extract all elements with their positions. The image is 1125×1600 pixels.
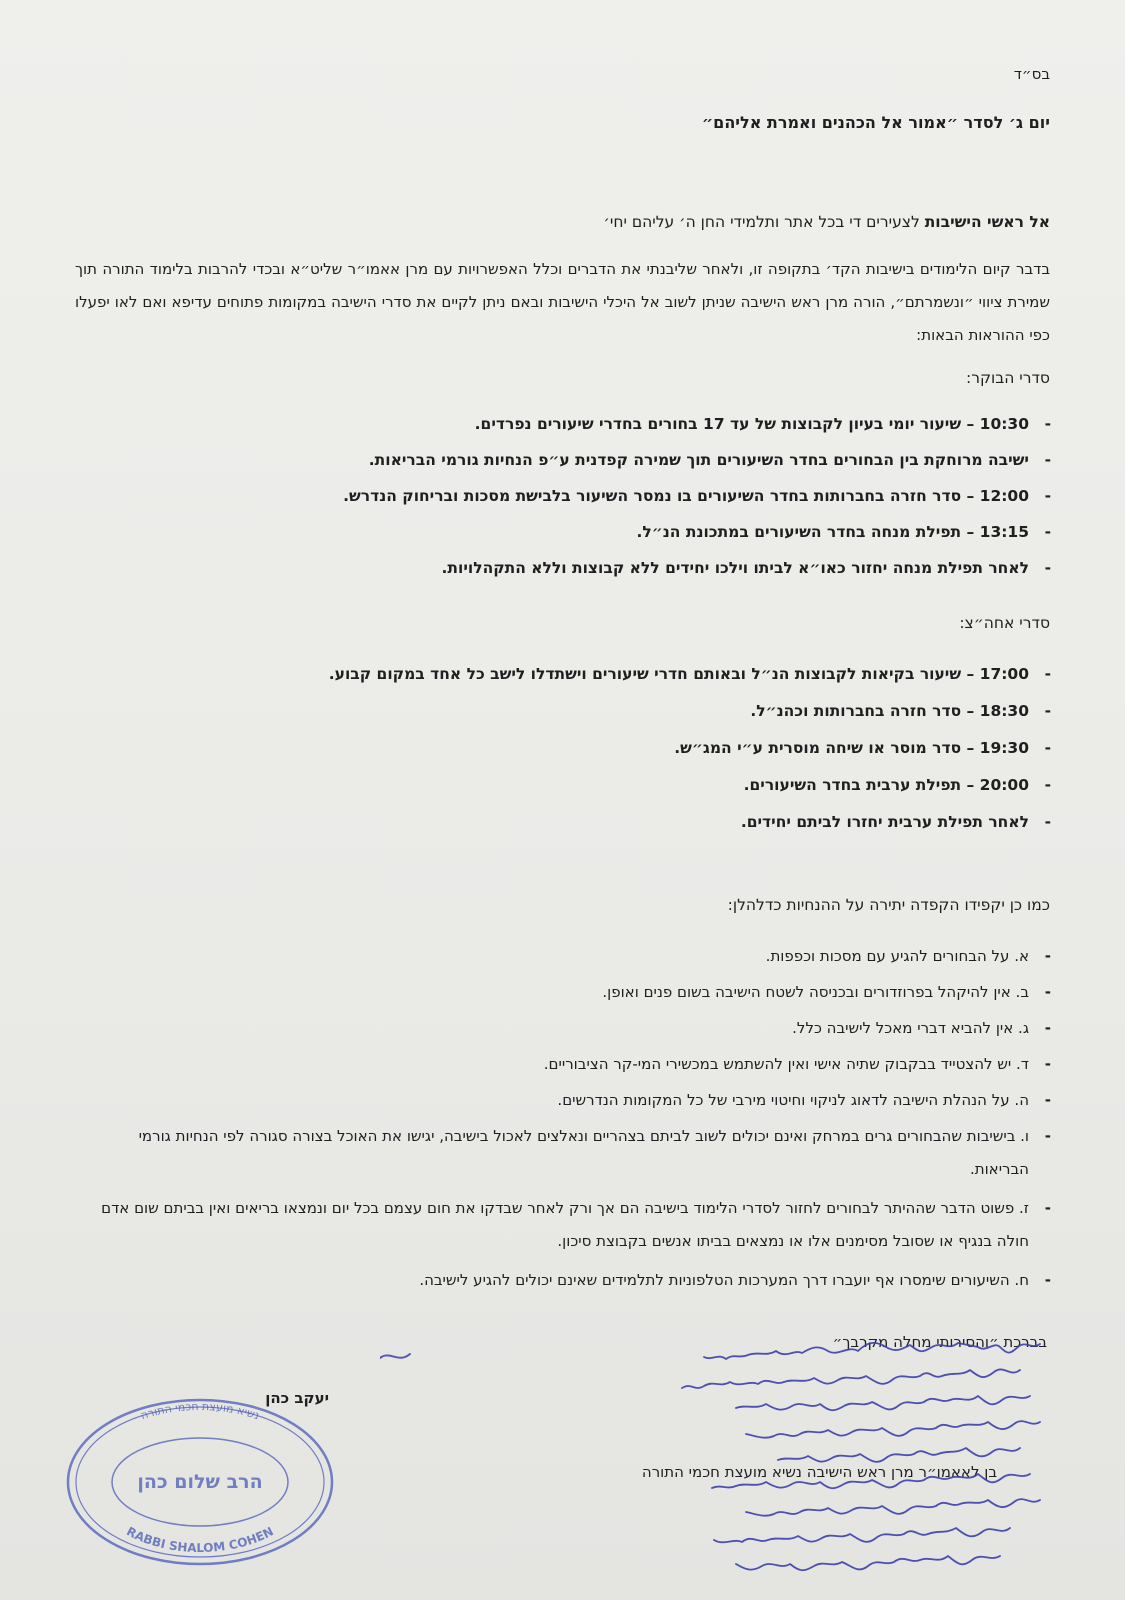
list-item: - לאחר תפילת ערבית יחזרו לביתם יחידים. — [740, 813, 1051, 831]
list-item: - 12:00 – סדר חזרה בחברותות בחדר השיעורים בו נמסר השיעור בלבישת מסכות ובריחוק הנדרש. — [343, 487, 1051, 505]
list-item: - ג. אין להביא דברי מאכל לישיבה כלל. — [792, 1019, 1051, 1037]
intro-paragraph: בדבר קיום הלימודים בישיבות הקד׳ בתקופה זו, ולאחר שליבנתי את הדברים וכלל האפשרויות עם מרן אאמו״ר שליט״א ובכדי להרבות בלימוד התורה תוך שמירת ציווי ״ונשמרתם״, הורה מרן ראש הישיבה שניתן לשוב אל היכלי הישיבות ובאם ניתן לקיים את סדרי הישיבה במקומות פתוחים עדיפא ואם לאו יפעלו כפי ההוראות הבאות: — [75, 260, 1050, 344]
handwritten-note — [380, 1330, 1060, 1580]
stamp-center-text: הרב שלום כהן — [137, 1471, 263, 1493]
address-rest: לצעירים די בכל אתר ותלמידי החן ה׳ עליהם יחי׳ — [603, 213, 925, 231]
signer-name: יעקב כהן — [265, 1389, 329, 1407]
list-item: - ישיבה מרוחקת בין הבחורים בחדר השיעורים תוך שמירה קפדנית ע״פ הנחיות גורמי הבריאות. — [368, 451, 1051, 469]
list-item: - ה. על הנהלת הישיבה לדאוג לניקוי וחיטוי מירבי של כל המקומות הנדרשים. — [557, 1091, 1051, 1109]
list-item: - ו. בישיבות שהבחורים גרים במרחק ואינם יכולים לשוב לביתם בצהריים ונאלצים לאכול בישיבה, יגישו את האוכל בצורה סגורה לפי הנחיות גורמי הבריאות. — [138, 1127, 1051, 1178]
list-item: - ד. יש להצטייד בבקבוק שתיה אישי ואין להשתמש במכשירי המי-קר הציבוריים. — [543, 1055, 1051, 1073]
rules-heading: כמו כן יקפידו הקפדה יתירה על ההנחיות כדלהלן: — [727, 896, 1050, 914]
list-item: - לאחר תפילת מנחה יחזור כאו״א לביתו וילכו יחידים ללא קבוצות וללא התקהלויות. — [441, 559, 1051, 577]
address-line — [603, 207, 1050, 237]
bsd-mark: בס״ד — [1013, 65, 1050, 83]
closing-blessing: בברכת ״והסירותי מחלה מקרבך״ — [832, 1333, 1047, 1351]
list-item: - 10:30 – שיעור יומי בעיון לקבוצות של עד 17 בחורים בחדרי שיעורים נפרדים. — [474, 415, 1051, 433]
stamp-top-text: נשיא מועצת חכמי התורה — [139, 1399, 261, 1423]
list-item: - 20:00 – תפילת ערבית בחדר השיעורים. — [743, 776, 1051, 794]
list-item: - ח. השיעורים שימסרו אף יועברו דרך המערכות הטלפוניות לתלמידים שאינם יכולים להגיע לישיבה. — [419, 1271, 1051, 1289]
date-line: יום ג׳ לסדר ״אמור אל הכהנים ואמרת אליהם״ — [701, 113, 1050, 132]
list-item: - 19:30 – סדר מוסר או שיחה מוסרית ע״י המג״ש. — [674, 739, 1051, 757]
list-item: - ב. אין להיקהל בפרוזדורים ובכניסה לשטח הישיבה בשום פנים ואופן. — [602, 983, 1051, 1001]
list-item: - א. על הבחורים להגיע עם מסכות וכפפות. — [765, 947, 1051, 965]
signer-title: בן לאאמו״ר מרן ראש הישיבה נשיא מועצת חכמי התורה — [641, 1463, 997, 1481]
address-bold: אל ראשי הישיבות — [924, 213, 1050, 231]
list-item: - ז. פשוט הדבר שההיתר לבחורים לחזור לסדרי הלימוד בישיבה הם אך ורק לאחר שבדקו את חום עצמם בכל יום ונמצאו בריאים ואין בביתם שום אדם חולה בנגיף או שסובל מסימנים אלו או נמצאים בביתו אנשים בקבוצת סיכון. — [101, 1199, 1051, 1250]
list-item: - 13:15 – תפילת מנחה בחדר השיעורים במתכונת הנ״ל. — [636, 523, 1051, 541]
list-item: - 18:30 – סדר חזרה בחברותות וכהנ״ל. — [750, 702, 1051, 720]
stamp-bottom-text: RABBI SHALOM COHEN — [124, 1524, 276, 1556]
svg-text:RABBI SHALOM COHEN — [124, 1524, 276, 1555]
rabbi-seal-stamp — [50, 1385, 350, 1575]
list-item: - 17:00 – שיעור בקיאות לקבוצות הנ״ל ובאותם חדרי שיעורים וישתדלו לישב כל אחד במקום קבוע. — [328, 665, 1051, 683]
afternoon-heading: סדרי אחה״צ: — [959, 614, 1050, 632]
morning-heading: סדרי הבוקר: — [966, 369, 1050, 387]
